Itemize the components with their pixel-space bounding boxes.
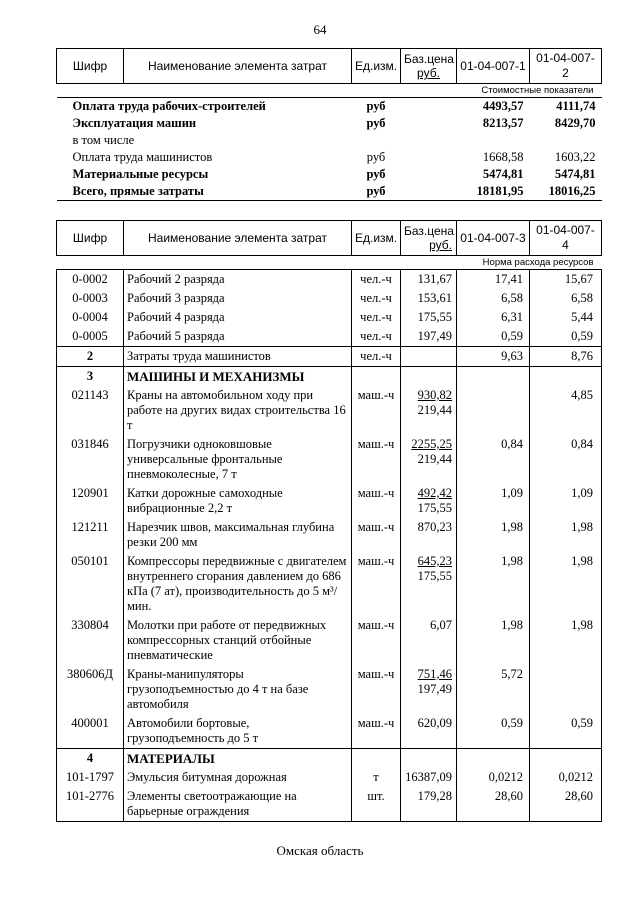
- row-name: Рабочий 5 разряда: [124, 327, 352, 347]
- header-base-price: Баз.цена руб.: [401, 49, 457, 84]
- row-name: Рабочий 3 разряда: [124, 289, 352, 308]
- row-unit: маш.-ч: [352, 616, 401, 665]
- row-value-col3: [457, 749, 530, 769]
- row-base-price: [401, 552, 457, 616]
- row-base-price: [401, 665, 457, 714]
- row-value-col4: 8,76: [530, 347, 602, 367]
- row-unit: чел.-ч: [352, 327, 401, 347]
- base-price-value: 219,44: [417, 452, 452, 466]
- row-value-col2: [530, 132, 602, 149]
- resource-norms-table: [56, 220, 602, 822]
- subheader-label: Норма расхода ресурсов: [57, 256, 602, 270]
- row-unit: маш.-ч: [352, 484, 401, 518]
- row-name: Рабочий 4 разряда: [124, 308, 352, 327]
- row-value-col3: 1,98: [457, 616, 530, 665]
- row-base-price: [401, 616, 457, 665]
- header-col2: 01-04-007-2: [530, 49, 602, 84]
- row-value-col4: 28,60: [530, 787, 602, 822]
- row-value-col4: 0,59: [530, 714, 602, 749]
- row-value-col4: 1,98: [530, 616, 602, 665]
- row-value-col3: 28,60: [457, 787, 530, 822]
- page-footer: Омская область: [276, 843, 364, 858]
- table-row: [57, 183, 602, 201]
- row-base-price: [401, 484, 457, 518]
- table-row: [57, 327, 602, 347]
- row-unit: руб: [352, 183, 401, 201]
- table-row: [57, 518, 602, 552]
- row-base-price: [401, 367, 457, 387]
- base-price-top: 2255,25: [411, 437, 452, 451]
- row-unit: маш.-ч: [352, 435, 401, 484]
- row-value-col4: 1,98: [530, 518, 602, 552]
- base-price-top: 645,23: [417, 554, 452, 568]
- row-base-price: [401, 183, 457, 201]
- header-base-price: Баз.цена руб.: [401, 221, 457, 256]
- row-code: 400001: [57, 714, 124, 749]
- row-value-col1: 1668,58: [482, 150, 524, 164]
- row-value-col4: 6,58: [530, 289, 602, 308]
- row-value-col4: [530, 665, 602, 714]
- row-value-col3: 1,98: [457, 552, 530, 616]
- subheader-label: Стоимостные показатели: [57, 84, 602, 98]
- row-value-col3: 0,59: [457, 327, 530, 347]
- row-code: 031846: [57, 435, 124, 484]
- row-unit: руб: [366, 116, 386, 130]
- row-value-col3: 0,0212: [457, 768, 530, 787]
- row-name: Автомобили бортовые, грузоподъемность до 5 т: [124, 714, 352, 749]
- row-value-col4: 0,59: [530, 327, 602, 347]
- section-row: [57, 367, 602, 387]
- header-code: Шифр: [57, 221, 124, 256]
- row-value-col2: 5474,81: [554, 167, 596, 181]
- row-value-col3: [457, 386, 530, 435]
- row-name: МАТЕРИАЛЫ: [124, 749, 352, 769]
- row-base-price: [401, 749, 457, 769]
- base-price-value: 620,09: [417, 716, 452, 730]
- row-label: Материальные ресурсы: [72, 167, 209, 181]
- header-code: Шифр: [57, 49, 124, 84]
- row-base-price: [401, 149, 457, 166]
- row-base-price: [401, 308, 457, 327]
- base-price-value: 131,67: [417, 272, 452, 286]
- row-base-price: [401, 768, 457, 787]
- row-base-price: [401, 132, 457, 149]
- subheader-row: [57, 256, 602, 270]
- base-price-value: 6,07: [430, 618, 452, 632]
- row-code: 4: [57, 749, 124, 769]
- row-code: 121211: [57, 518, 124, 552]
- row-name: Элементы светоотражающие на барьерные ограждения: [124, 787, 352, 822]
- row-code: 120901: [57, 484, 124, 518]
- row-unit: [352, 132, 401, 149]
- base-price-value: 197,49: [417, 682, 452, 696]
- page-number: 64: [313, 22, 327, 37]
- base-price-value: 197,49: [417, 329, 452, 343]
- row-value-col4: 0,84: [530, 435, 602, 484]
- table-row: [57, 787, 602, 822]
- row-value-col4: 1,98: [530, 552, 602, 616]
- row-code: 101-2776: [57, 787, 124, 822]
- base-price-value: 175,55: [417, 310, 452, 324]
- row-value-col3: 6,58: [457, 289, 530, 308]
- row-base-price: [401, 289, 457, 308]
- row-value-col1: 5474,81: [482, 167, 524, 181]
- table-row: [57, 270, 602, 290]
- row-unit: [352, 749, 401, 769]
- row-unit: чел.-ч: [352, 347, 401, 367]
- row-unit: маш.-ч: [352, 714, 401, 749]
- table-row: [57, 714, 602, 749]
- table-row: [57, 386, 602, 435]
- row-unit: маш.-ч: [352, 665, 401, 714]
- base-price-top: 751,46: [417, 667, 452, 681]
- row-name: Молотки при работе от передвижных компрессорных станций отбойные пневматические: [124, 616, 352, 665]
- base-price-value: 870,23: [417, 520, 452, 534]
- row-value-col4: [530, 749, 602, 769]
- row-value-col4: 5,44: [530, 308, 602, 327]
- row-value-col1: 8213,57: [482, 116, 524, 130]
- subheader-row: [57, 84, 602, 98]
- row-name: Краны на автомобильном ходу при работе на других видах строительства 16 т: [124, 386, 352, 435]
- table-row: [57, 484, 602, 518]
- table-row: [57, 552, 602, 616]
- row-value-col3: 1,98: [457, 518, 530, 552]
- base-price-top: 930,82: [417, 388, 452, 402]
- row-code: 0-0002: [57, 270, 124, 290]
- row-value-col4: [530, 367, 602, 387]
- row-code: 0-0005: [57, 327, 124, 347]
- base-price-value: 219,44: [417, 403, 452, 417]
- base-price-value: 175,55: [417, 501, 452, 515]
- section-row: [57, 749, 602, 769]
- row-unit: т: [352, 768, 401, 787]
- row-code: 101-1797: [57, 768, 124, 787]
- table-row: [57, 616, 602, 665]
- row-base-price: [401, 518, 457, 552]
- base-price-value: 175,55: [417, 569, 452, 583]
- row-code: 2: [57, 347, 124, 367]
- row-base-price: [401, 327, 457, 347]
- row-name: Нарезчик швов, максимальная глубина резки 200 мм: [124, 518, 352, 552]
- table-row: [57, 98, 602, 116]
- row-unit: чел.-ч: [352, 270, 401, 290]
- row-value-col3: 6,31: [457, 308, 530, 327]
- row-value-col4: 0,0212: [530, 768, 602, 787]
- row-name: Краны-манипуляторы грузоподъемностью до 4 т на базе автомобиля: [124, 665, 352, 714]
- header-name: Наименование элемента затрат: [124, 221, 352, 256]
- row-value-col2: 4111,74: [556, 99, 596, 113]
- row-value-col2: 18016,25: [530, 183, 602, 201]
- row-code: 0-0004: [57, 308, 124, 327]
- cost-indicators-table: [56, 48, 602, 201]
- header-unit: Ед.изм.: [352, 221, 401, 256]
- table-row: [57, 166, 602, 183]
- header-name: Наименование элемента затрат: [124, 49, 352, 84]
- base-price-top: 492,42: [417, 486, 452, 500]
- row-name: Рабочий 2 разряда: [124, 270, 352, 290]
- header-unit: Ед.изм.: [352, 49, 401, 84]
- row-code: 021143: [57, 386, 124, 435]
- base-price-value: 179,28: [417, 789, 452, 803]
- row-unit: чел.-ч: [352, 289, 401, 308]
- row-base-price: [401, 787, 457, 822]
- row-value-col3: 17,41: [457, 270, 530, 290]
- row-label: Оплата труда рабочих-строителей: [72, 99, 266, 113]
- row-unit: руб: [366, 99, 386, 113]
- row-unit: руб: [366, 150, 386, 164]
- row-name: Катки дорожные самоходные вибрационные 2,2 т: [124, 484, 352, 518]
- row-name: Компрессоры передвижные с двигателем внутреннего сгорания давлением до 686 кПа (7 ат), производительность до 5 м³/мин.: [124, 552, 352, 616]
- row-code: 0-0003: [57, 289, 124, 308]
- row-name: МАШИНЫ И МЕХАНИЗМЫ: [124, 367, 352, 387]
- row-value-col1: 18181,95: [457, 183, 530, 201]
- row-value-col3: 0,84: [457, 435, 530, 484]
- row-name: Затраты труда машинистов: [124, 347, 352, 367]
- base-price-value: 153,61: [417, 291, 452, 305]
- row-unit: маш.-ч: [352, 518, 401, 552]
- row-base-price: [401, 115, 457, 132]
- row-value-col3: [457, 367, 530, 387]
- header-col2: 01-04-007-4: [530, 221, 602, 256]
- row-unit: шт.: [352, 787, 401, 822]
- row-label: Оплата труда машинистов: [72, 150, 213, 164]
- row-code: 050101: [57, 552, 124, 616]
- table-row: [57, 665, 602, 714]
- table-row: [57, 768, 602, 787]
- row-unit: руб: [366, 167, 386, 181]
- section-row: [57, 347, 602, 367]
- table-row: [57, 289, 602, 308]
- row-base-price: [401, 166, 457, 183]
- table-row: [57, 149, 602, 166]
- row-value-col3: 0,59: [457, 714, 530, 749]
- row-label: в том числе: [72, 133, 135, 147]
- row-code: 3: [57, 367, 124, 387]
- row-value-col1: [457, 132, 530, 149]
- row-name: Эмульсия битумная дорожная: [124, 768, 352, 787]
- row-code: 380606Д: [57, 665, 124, 714]
- row-value-col4: 4,85: [530, 386, 602, 435]
- row-base-price: [401, 714, 457, 749]
- row-value-col4: 1,09: [530, 484, 602, 518]
- row-unit: маш.-ч: [352, 552, 401, 616]
- row-unit: [352, 367, 401, 387]
- row-value-col3: 9,63: [457, 347, 530, 367]
- row-unit: чел.-ч: [352, 308, 401, 327]
- base-price-value: 16387,09: [405, 770, 452, 784]
- row-value-col3: 5,72: [457, 665, 530, 714]
- table-header-row: [57, 49, 602, 84]
- row-base-price: [401, 386, 457, 435]
- table-row: [57, 132, 602, 149]
- row-code: 330804: [57, 616, 124, 665]
- table-header-row: [57, 221, 602, 256]
- row-value-col2: 1603,22: [554, 150, 596, 164]
- table-row: [57, 115, 602, 132]
- row-base-price: [401, 435, 457, 484]
- row-value-col1: 4493,57: [482, 99, 524, 113]
- row-label: Эксплуатация машин: [72, 116, 197, 130]
- row-unit: маш.-ч: [352, 386, 401, 435]
- row-base-price: [401, 270, 457, 290]
- row-base-price: [401, 98, 457, 116]
- row-value-col4: 15,67: [530, 270, 602, 290]
- table-row: [57, 308, 602, 327]
- row-name: Погрузчики одноковшовые универсальные фронтальные пневмоколесные, 7 т: [124, 435, 352, 484]
- header-col1: 01-04-007-1: [457, 49, 530, 84]
- row-value-col2: 8429,70: [554, 116, 596, 130]
- header-col1: 01-04-007-3: [457, 221, 530, 256]
- row-base-price: [401, 347, 457, 367]
- table-row: [57, 435, 602, 484]
- row-value-col3: 1,09: [457, 484, 530, 518]
- row-label: Всего, прямые затраты: [57, 183, 352, 201]
